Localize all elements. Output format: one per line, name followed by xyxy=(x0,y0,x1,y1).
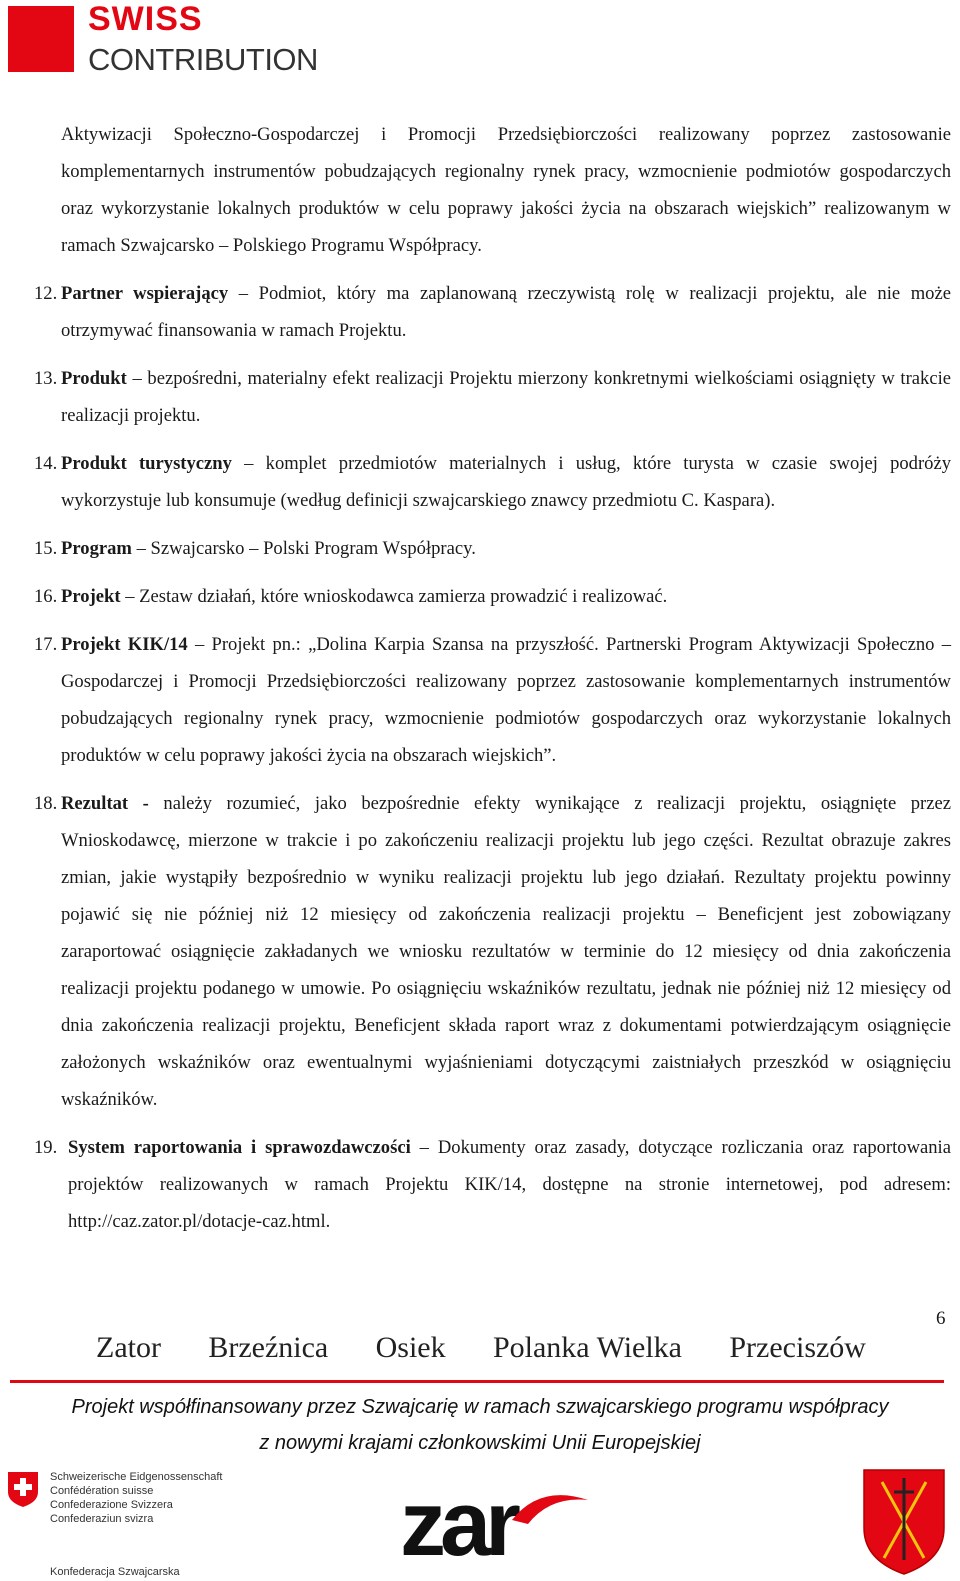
definition-item xyxy=(34,360,951,434)
item-number: 14. xyxy=(34,453,58,474)
page-number: 6 xyxy=(936,1308,946,1329)
item-text: – Podmiot, który ma zaplanowaną rzeczywistą rolę w realizacji projektu, ale nie może otrzymywać finansowania w ramach Projektu. xyxy=(61,283,951,341)
item-text: – bezpośredni, materialny efekt realizacji Projektu mierzony konkretnymi wielkościami osiągnięty w trakcie realizacji projektu. xyxy=(61,368,951,426)
footer-towns xyxy=(96,1331,866,1365)
swiss-confederation-names: Schweizerische Eidgenossenschaft Confédération suisse Confederazione Svizzera Confederaziun svizra xyxy=(50,1471,223,1525)
red-square-icon xyxy=(8,6,74,72)
logo-line1: SWISS xyxy=(88,0,203,38)
definition-item xyxy=(34,445,951,519)
item-term: Partner wspierający xyxy=(61,283,229,304)
item-text: – Szwajcarsko – Polski Program Współpracy. xyxy=(131,538,476,559)
item-term: Produkt turystyczny xyxy=(61,453,232,474)
swiss-confederation-pl: Konfederacja Szwajcarska xyxy=(50,1566,180,1578)
definition-item xyxy=(34,530,951,567)
item-number: 15. xyxy=(34,538,58,559)
item-text: należy rozumieć, jako bezpośrednie efekty wynikające z realizacji projektu, osiągnięte przez Wnioskodawcę, mierzone w trakcie i po zakończeniu realizacji projektu lub jego części. Rezultat obrazuje zakres zmian, jakie wystąpiły bezpośrednio w wyniku realizacji projektu lub jego działań. Rezultaty projektu powinny pojawić się nie później niż 12 miesięcy od zakończenia realizacji projektu – Beneficjent jest zobowiązany zaraportować osiągnięcie zakładanych we wniosku rezultatów w terminie do 12 miesięcy od dnia zakończenia realizacji projektu podanego w umowie. Po osiągnięciu wskaźników rezultatu, jednak nie później niż 12 miesięcy od dnia zakończenia realizacji projektu, Beneficjent składa raport wraz z dokumentami potwierdzającym osiągnięcie założonych wskaźników oraz ewentualnymi wyjaśnieniami dotyczącymi zaistniałych przeszkód w osiągnięciu wskaźników. xyxy=(61,793,951,1110)
item-term: Program xyxy=(61,538,132,559)
definition-item xyxy=(34,275,951,349)
item-number: 12. xyxy=(34,283,58,304)
logo-line2: CONTRIBUTION xyxy=(88,42,318,77)
municipal-crest-icon xyxy=(862,1468,946,1576)
zator-swoosh-icon xyxy=(510,1490,590,1530)
town-name: Polanka Wielka xyxy=(492,1331,682,1364)
footer-cofinancing-line1: Projekt współfinansowany przez Szwajcarię w ramach szwajcarskiego programu współpracy xyxy=(71,1396,889,1418)
town-name: Zator xyxy=(96,1331,161,1364)
intro-paragraph: Aktywizacji Społeczno-Gospodarczej i Promocji Przedsiębiorczości realizowany poprzez zastosowanie komplementarnych instrumentów pobudzających regionalny rynek pracy, wzmocnienie podmiotów gospodarczych oraz wykorzystanie lokalnych produktów w celu poprawy jakości życia na obszarach wiejskich” realizowanym w ramach Szwajcarsko – Polskiego Programu Współpracy. xyxy=(61,124,951,256)
town-name: Przeciszów xyxy=(729,1331,866,1364)
item-text: – Projekt pn.: „Dolina Karpia Szansa na przyszłość. Partnerski Program Aktywizacji Społeczno – Gospodarczej i Promocji Przedsiębiorczości realizowany poprzez zastosowanie komplementarnych instrumentów pobudzających regionalny rynek pracy, wzmocnienie podmiotów gospodarczych oraz wykorzystanie lokalnych produktów w celu poprawy jakości życia na obszarach wiejskich”. xyxy=(61,634,952,766)
item-number: 16. xyxy=(34,586,58,607)
swiss-flag-icon xyxy=(6,1470,40,1508)
item-number: 19. xyxy=(34,1137,58,1158)
item-number: 13. xyxy=(34,368,58,389)
swiss-confederation-logo xyxy=(6,1470,246,1580)
definition-item xyxy=(34,1129,951,1240)
zator-logo-word: zar xyxy=(400,1473,515,1575)
item-term: Rezultat - xyxy=(61,793,149,814)
definition-item xyxy=(34,626,952,774)
item-term: Produkt xyxy=(61,368,127,389)
item-text: – Zestaw działań, które wnioskodawca zamierza prowadzić i realizować. xyxy=(120,586,668,607)
zator-logo xyxy=(400,1473,600,1578)
town-name: Osiek xyxy=(375,1331,446,1364)
item-term: Projekt xyxy=(61,586,121,607)
swiss-contribution-logo xyxy=(8,0,348,78)
definition-item xyxy=(34,578,951,615)
footer-divider xyxy=(10,1380,944,1383)
document-body xyxy=(34,116,952,1240)
footer-cofinancing-line2: z nowymi krajami członkowskimi Unii Europejskiej xyxy=(259,1432,701,1454)
town-name: Brzeźnica xyxy=(208,1331,329,1364)
item-term: Projekt KIK/14 xyxy=(61,634,188,655)
item-text: – Dokumenty oraz zasady, dotyczące rozliczania oraz raportowania projektów realizowanych w ramach Projektu KIK/14, dostępne na stronie internetowej, pod adresem: http://caz.zator.pl/dotacje-caz.html. xyxy=(68,1137,951,1232)
item-number: 18. xyxy=(34,793,58,814)
definition-item xyxy=(34,785,951,1118)
item-text: – komplet przedmiotów materialnych i usług, które turysta w czasie swojej podróży wykorzystuje lub konsumuje (według definicji szwajcarskiego znawcy przedmiotu C. Kaspara). xyxy=(61,453,951,511)
item-number: 17. xyxy=(34,634,58,655)
item-term: System raportowania i sprawozdawczości xyxy=(68,1137,411,1158)
